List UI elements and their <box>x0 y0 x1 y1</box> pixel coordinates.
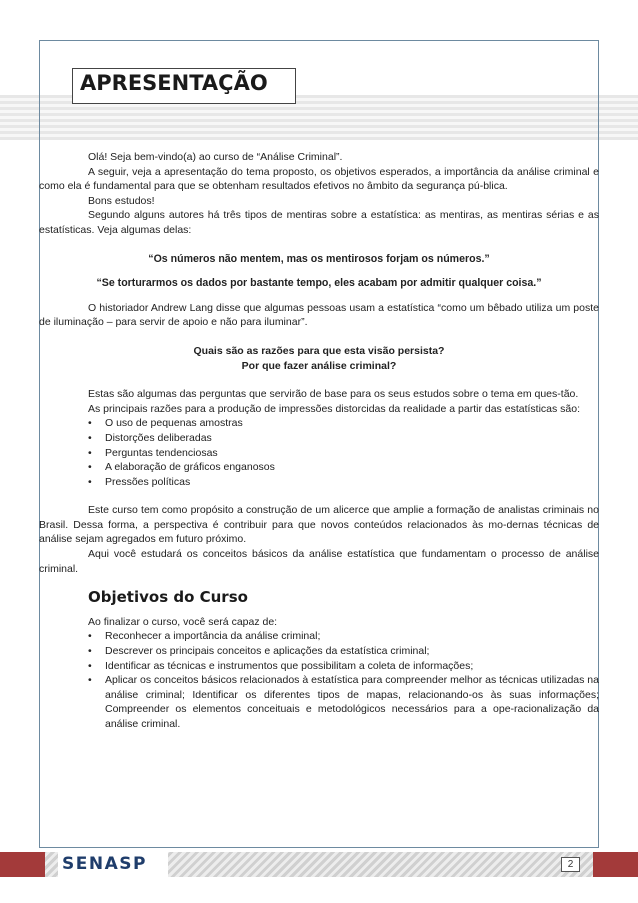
intro-paragraph: A seguir, veja a apresentação do tema proposto, os objetivos esperados, a importância da análise criminal e como ela é fundamental para que se obtenham resultados efetivos no âmbito da segurança pú-blica. <box>39 165 599 193</box>
objectives-title: Objetivos do Curso <box>88 588 248 607</box>
greeting-paragraph: Bons estudos! <box>88 194 155 207</box>
lang-paragraph: O historiador Andrew Lang disse que algumas pessoas usam a estatística “como um bêbado utiliza um poste de iluminação – para servir de apoio e não para iluminar”. <box>39 301 599 329</box>
objectives-list <box>39 629 599 731</box>
quote-2: “Se torturarmos os dados por bastante tempo, eles acabam por admitir qualquer coisa.” <box>96 277 542 290</box>
list-item: • Reconhecer a importância da análise criminal; <box>88 629 599 644</box>
list-item: • O uso de pequenas amostras <box>88 416 599 431</box>
reasons-list <box>39 416 599 489</box>
question-1: Quais são as razões para que esta visão persista? <box>193 344 445 357</box>
list-item: • Distorções deliberadas <box>88 431 599 446</box>
purpose-paragraph: Este curso tem como propósito a construção de um alicerce que amplie a formação de analistas criminais no Brasil. Dessa forma, a perspectiva é contribuir para que novos conteúdos relacionados às mo-dernas técnicas de análise sejam agregados em futuro próximo. <box>39 504 599 546</box>
quote-1: “Os números não mentem, mas os mentirosos forjam os números.” <box>148 252 490 265</box>
list-item: • Pressões políticas <box>88 475 599 490</box>
page-number: 2 <box>561 857 580 872</box>
page-title: APRESENTAÇÃO <box>72 68 296 104</box>
list-item: • Perguntas tendenciosas <box>88 446 599 461</box>
reasons-paragraph: As principais razões para a produção de impressões distorcidas da realidade a partir das estatísticas são: <box>88 402 581 415</box>
footer-accent-left <box>0 852 45 877</box>
list-item: • Identificar as técnicas e instrumentos que possibilitam a coleta de informações; <box>88 659 599 674</box>
question-2: Por que fazer análise criminal? <box>241 359 397 372</box>
objectives-lead: Ao finalizar o curso, você será capaz de: <box>88 615 278 628</box>
welcome-paragraph: Olá! Seja bem-vindo(a) ao curso de “Análise Criminal”. <box>88 151 343 163</box>
lies-paragraph: Segundo alguns autores há três tipos de mentiras sobre a estatística: as mentiras, as mentiras sérias e as estatísticas. Veja algumas delas: <box>39 209 599 236</box>
list-item: • Aplicar os conceitos básicos relacionados à estatística para compreender melhor as técnicas utilizadas na análise criminal; Identificar os diferentes tipos de mapas, relacionando-os às suas informações; Compreender os elementos conceituais e metodológicos necessários para a ope-racionalização da análise criminal. <box>88 673 599 731</box>
study-paragraph: Aqui você estudará os conceitos básicos da análise estatística que fundamentam o processo de análise criminal. <box>39 548 599 575</box>
list-item: • A elaboração de gráficos enganosos <box>88 460 599 475</box>
main-content <box>39 150 599 732</box>
list-item: • Descrever os principais conceitos e aplicações da estatística criminal; <box>88 644 599 659</box>
senasp-logo: SENASP <box>58 852 168 877</box>
questions-paragraph: Estas são algumas das perguntas que servirão de base para os seus estudos sobre o tema em ques-tão. <box>88 388 579 401</box>
footer-accent-right <box>593 852 638 877</box>
